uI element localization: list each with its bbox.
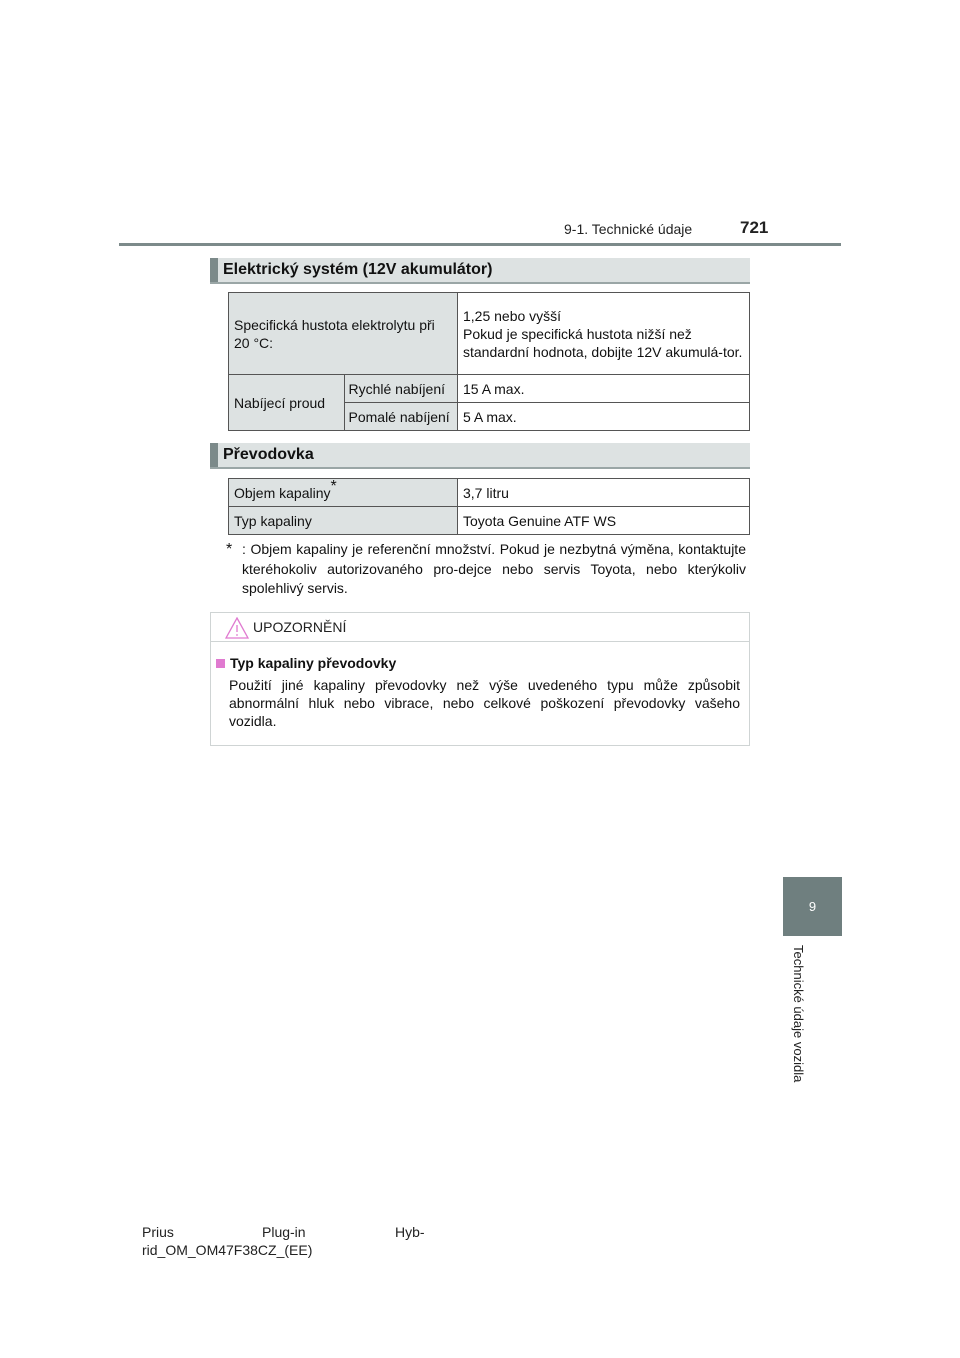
caution-text: Použití jiné kapaliny převodovky než výše uvedeného typu může způsobit abnormální hluk nebo vibrace, nebo celkové poškození převodovky vašeho vozidla. [229,677,740,729]
chapter-tab[interactable] [783,877,842,936]
caution-header [211,613,749,642]
square-bullet-icon [216,659,225,668]
electrical-spec-table [228,292,750,431]
section-heading-transmission: Převodovka [210,443,750,469]
footnote-text: : Objem kapaliny je referenční množství. Pokud je nezbytná výměna, kontaktujte kteréhokoliv autorizovaného pro-dejce nebo servis Toyota, nebo kterýkoliv spolehlivý servis. [242,541,746,596]
chapter-number: 9 [808,899,817,914]
footnote [226,540,746,599]
fluid-type-value: Toyota Genuine ATF WS [458,507,750,535]
caution-title: UPOZORNĚNÍ [253,619,347,635]
footnote-star: * [330,477,337,495]
fluid-type-label: Typ kapaliny [229,507,458,535]
section-heading-electrical: Elektrický systém (12V akumulátor) [210,258,750,284]
caution-box [210,612,750,746]
header-rule [119,243,841,246]
fluid-capacity-value: 3,7 litru [458,479,750,507]
caution-subheading: Typ kapaliny převodovky [216,655,396,671]
slow-charge-label: Pomalé nabíjení [344,403,458,431]
fluid-capacity-label: Objem kapaliny* [229,479,458,507]
footer-line-2: rid_OM_OM47F38CZ_(EE) [142,1242,313,1258]
fast-charge-label: Rychlé nabíjení [344,375,458,403]
chapter-label: Technické údaje vozidla [791,945,806,1083]
slow-charge-value: 5 A max. [458,403,750,431]
footnote-mark: * [226,541,233,558]
fast-charge-value: 15 A max. [458,375,750,403]
footer-word-2: Plug-in [262,1224,306,1240]
footer-word-1: Prius [142,1224,174,1240]
warning-triangle-icon [225,617,249,639]
transmission-spec-table [228,478,750,535]
footer-word-3: Hyb- [395,1224,425,1240]
charging-current-label: Nabíjecí proud [229,375,345,431]
density-label: Specifická hustota elektrolytu při 20 °C: [229,293,458,375]
density-value: 1,25 nebo vyšší Pokud je specifická hustota nižší než standardní hodnota, dobijte 12V akumulá-tor. [458,293,750,375]
section-title: 9-1. Technické údaje [564,221,693,237]
document-footer [142,1223,442,1259]
page-number: 721 [740,218,769,237]
